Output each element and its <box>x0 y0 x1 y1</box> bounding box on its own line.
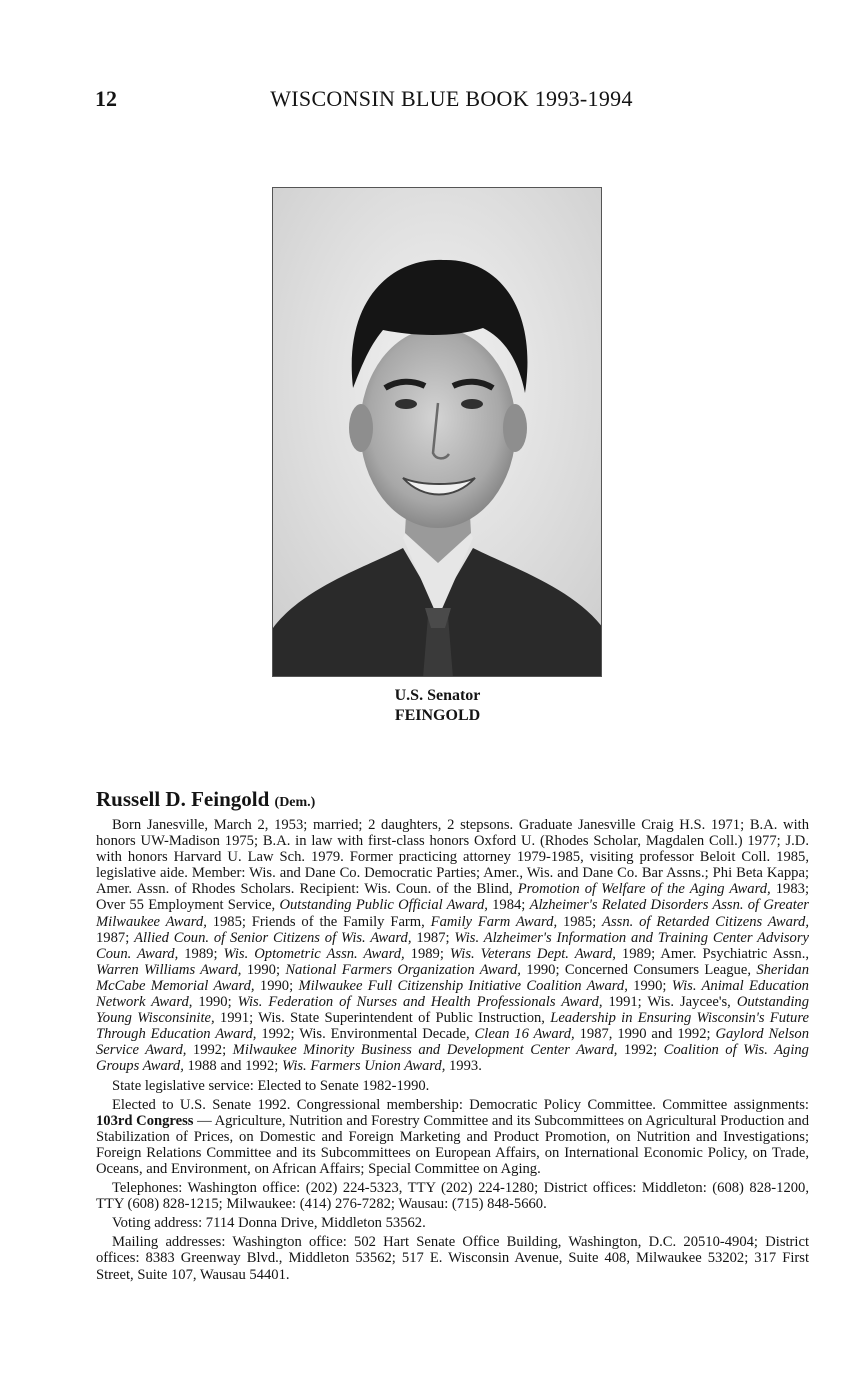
italic-text-run: Sheridan McCabe Memorial Award, <box>96 961 810 994</box>
text-run: 1992; Wis. Environmental Decade, <box>256 1026 475 1043</box>
text-run: 1993. <box>445 1058 482 1075</box>
text-run: 1990; <box>254 977 299 994</box>
text-run: 1989; Amer. Psychiatric Assn., <box>615 945 809 962</box>
text-run: 1987; <box>411 929 455 946</box>
text-run: 1991; Wis. Jaycee's, <box>602 994 737 1011</box>
text-run: 1985; <box>557 913 603 930</box>
italic-text-run: Clean 16 Award, <box>474 1026 575 1043</box>
portrait-photo <box>272 187 602 677</box>
text-run: State legislative service: Elected to Senate 1982-1990. <box>112 1077 430 1094</box>
text-run: Mailing addresses: Washington office: 502 Hart Senate Office Building, Washington, D.C. 20510-4904; District offices: 8383 Greenway Blvd., Middleton 53562; 517 E. Wisconsin Avenue, Suite 408, Milwaukee 53202; 317 First Street, Suite 107, Wausau 54401. <box>96 1234 809 1283</box>
text-run: 1989; <box>178 945 224 962</box>
member-name: Russell D. Feingold <box>96 787 270 811</box>
text-run: 1991; Wis. State Superintendent of Public Instruction, <box>214 1010 551 1027</box>
bio-paragraph-background <box>96 817 809 1075</box>
text-run: 1990; <box>192 994 238 1011</box>
text-run: Voting address: 7114 Donna Drive, Middleton 53562. <box>112 1215 426 1232</box>
text-run: 1989; <box>404 945 450 962</box>
text-run: 1990; <box>241 961 286 978</box>
italic-text-run: Wis. Veterans Dept. Award, <box>449 945 616 962</box>
italic-text-run: Gaylord Nelson Service Award, <box>96 1026 809 1059</box>
italic-text-run: Allied Coun. of Senior Citizens of Wis. Award, <box>134 929 412 946</box>
bio-paragraph-mailing-addresses <box>96 1234 809 1282</box>
bold-text-run: 103rd Congress <box>96 1112 194 1129</box>
text-run: 1987; <box>96 929 135 946</box>
italic-text-run: Wis. Optometric Assn. Award, <box>223 945 405 962</box>
text-run: Born Janesville, March 2, 1953; married; 2 daughters, 2 stepsons. Graduate Janesville Craig H.S. 1971; B.A. with honors UW-Madison 1975; B.A. in law with first-class honors Oxford U. (Rhodes Scholar, Magdalen Coll.) 1977; J.D. with honors Harvard U. Law Sch. 1979. Former practicing attorney 1979-1985, visiting professor Beloit Coll. 1985, legislative aide. Member: Wis. and Dane Co. Democratic Parties; Amer., Wis. and Dane Co. Bar Assns.; Phi Beta Kappa; Amer. Assn. of Rhodes Scholars. Recipient: Wis. Coun. of the Blind, <box>96 817 809 898</box>
text-run: 1990; Concerned Consumers League, <box>520 961 757 978</box>
italic-text-run: Outstanding Young Wisconsinite, <box>96 994 809 1027</box>
caption-surname: FEINGOLD <box>394 707 481 724</box>
text-run: 1983; Over 55 Employment Service, <box>96 881 810 914</box>
italic-text-run: Milwaukee Minority Business and Development Center Award, <box>232 1042 618 1059</box>
italic-text-run: Wis. Farmers Union Award, <box>281 1058 446 1075</box>
text-run: 1992; <box>617 1042 664 1059</box>
running-title: WISCONSIN BLUE BOOK 1993-1994 <box>270 86 633 111</box>
italic-text-run: Milwaukee Full Citizenship Initiative Coalition Award, <box>298 977 628 994</box>
bio-heading <box>96 787 809 815</box>
italic-text-run: Wis. Alzheimer's Information and Training Center Advisory Coun. Award, <box>96 929 810 962</box>
italic-text-run: Outstanding Public Official Award, <box>279 897 488 914</box>
party-affiliation: (Dem.) <box>274 795 316 810</box>
italic-text-run: National Farmers Organization Award, <box>285 961 521 978</box>
text-run: Telephones: Washington office: (202) 224-5323, TTY (202) 224-1280; District offices: Middleton: (608) 828-1200, TTY (608) 828-1215; Milwaukee: (414) 276-7282; Wausau: (715) 848-5660. <box>96 1180 809 1213</box>
bio-paragraph-election <box>96 1097 809 1177</box>
text-run: 1990; <box>627 977 672 994</box>
italic-text-run: Wis. Federation of Nurses and Health Professionals Award, <box>237 994 603 1011</box>
italic-text-run: Alzheimer's Related Disorders Assn. of Greater Milwaukee Award, <box>96 897 809 930</box>
page-number: 12 <box>95 86 117 111</box>
italic-text-run: Wis. Animal Education Network Award, <box>96 977 809 1011</box>
italic-text-run: Promotion of Welfare of the Aging Award, <box>517 881 771 898</box>
bio-paragraph-telephones <box>96 1180 809 1212</box>
text-run: 1985; Friends of the Family Farm, <box>206 913 431 930</box>
italic-text-run: Assn. of Retarded Citizens Award, <box>602 913 809 930</box>
bio-paragraph-legislative-service <box>96 1078 809 1094</box>
text-run: 1984; <box>487 897 530 914</box>
bio-paragraph-voting-address <box>96 1215 809 1231</box>
caption-title: U.S. Senator <box>394 687 481 704</box>
italic-text-run: Leadership in Ensuring Wisconsin's Future Through Education Award, <box>96 1010 809 1043</box>
photo-caption <box>0 686 859 726</box>
text-run: 1992; <box>186 1042 233 1059</box>
text-run: 1987, 1990 and 1992; <box>574 1026 716 1043</box>
biography <box>96 787 809 1286</box>
text-run: 1988 and 1992; <box>183 1058 282 1075</box>
text-run: Elected to U.S. Senate 1992. Congressional membership: Democratic Policy Committee. Committee assignments: <box>112 1096 809 1113</box>
italic-text-run: Coalition of Wis. Aging Groups Award, <box>96 1042 809 1075</box>
text-run: — Agriculture, Nutrition and Forestry Committee and its Subcommittees on Agricultural Production and Stabilization of Prices, on Domestic and Foreign Marketing and Product Promotion, on Nutrition and Investigations; Foreign Relations Committee and its Subcommittees on European Affairs, on International Economic Policy, on Trade, Oceans, and Environment, on African Affairs; Special Committee on Aging. <box>96 1112 809 1177</box>
italic-text-run: Warren Williams Award, <box>96 961 242 978</box>
italic-text-run: Family Farm Award, <box>430 913 558 930</box>
